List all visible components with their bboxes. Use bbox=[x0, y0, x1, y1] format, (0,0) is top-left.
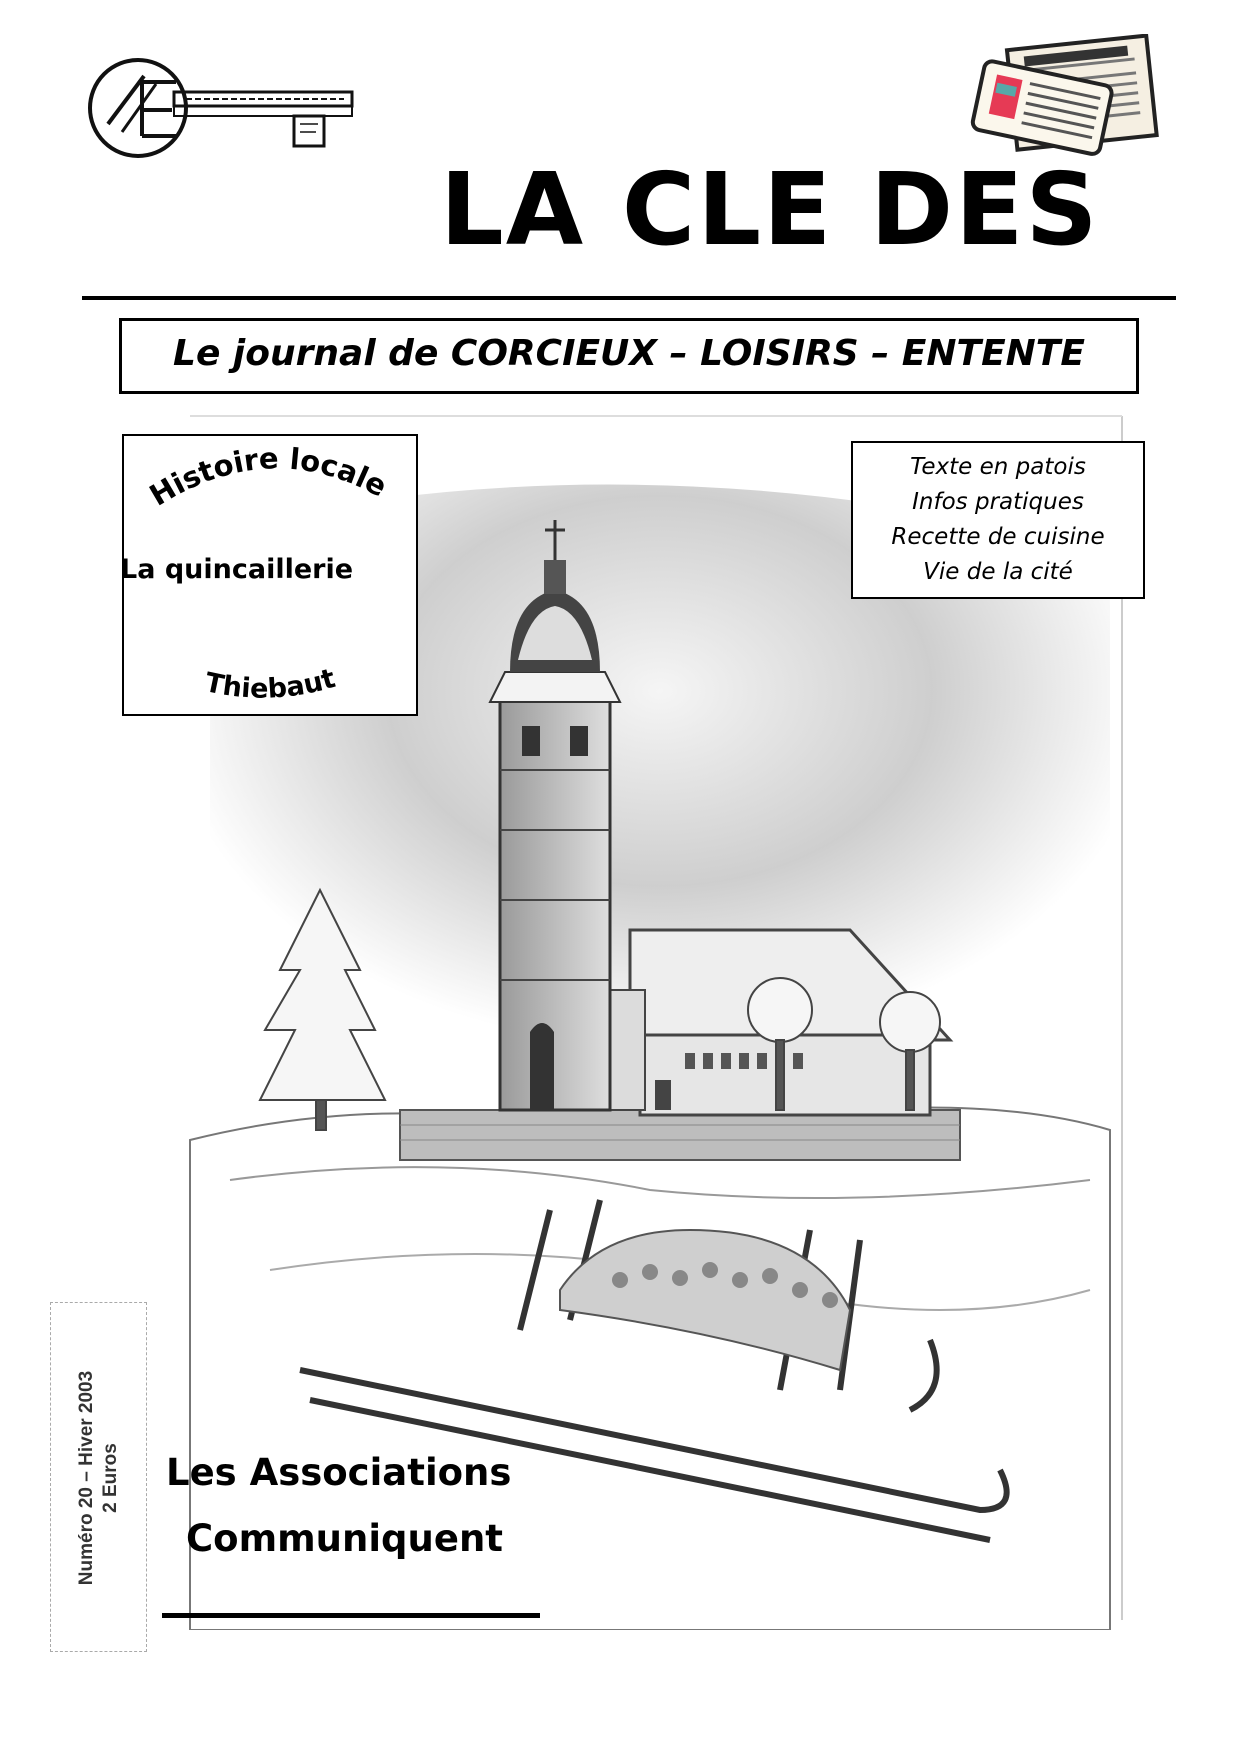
magazine-title: LA CLE DES bbox=[440, 151, 1100, 268]
history-topic: La quincaillerie bbox=[120, 554, 354, 585]
issue-price: 2 Euros bbox=[100, 1443, 121, 1513]
history-arc-top: Histoire locale bbox=[143, 441, 393, 513]
newspaper-icon bbox=[968, 34, 1164, 162]
svg-text:Thiebaut bbox=[202, 663, 339, 705]
issue-tag bbox=[50, 1302, 147, 1652]
contents-box bbox=[851, 441, 1145, 599]
issue-number: Numéro 20 – Hiver 2003 bbox=[76, 1370, 97, 1586]
slogan-line-1: Les Associations bbox=[166, 1451, 512, 1494]
issue-info bbox=[75, 1328, 123, 1628]
contents-item: Vie de la cité bbox=[923, 559, 1073, 585]
svg-text:Histoire locale bbox=[144, 441, 393, 513]
history-arc-bottom: Thiebaut bbox=[202, 663, 339, 705]
contents-item: Infos pratiques bbox=[912, 489, 1084, 515]
journal-subtitle: Le journal de CORCIEUX – LOISIRS – ENTENTE bbox=[119, 318, 1139, 394]
header-rule bbox=[82, 296, 1176, 300]
key-logo-icon bbox=[86, 54, 356, 166]
footer-rule bbox=[162, 1613, 540, 1618]
contents-item: Recette de cuisine bbox=[891, 524, 1105, 550]
slogan-line-2: Communiquent bbox=[186, 1517, 503, 1560]
contents-item: Texte en patois bbox=[910, 454, 1086, 480]
history-box bbox=[122, 434, 418, 716]
